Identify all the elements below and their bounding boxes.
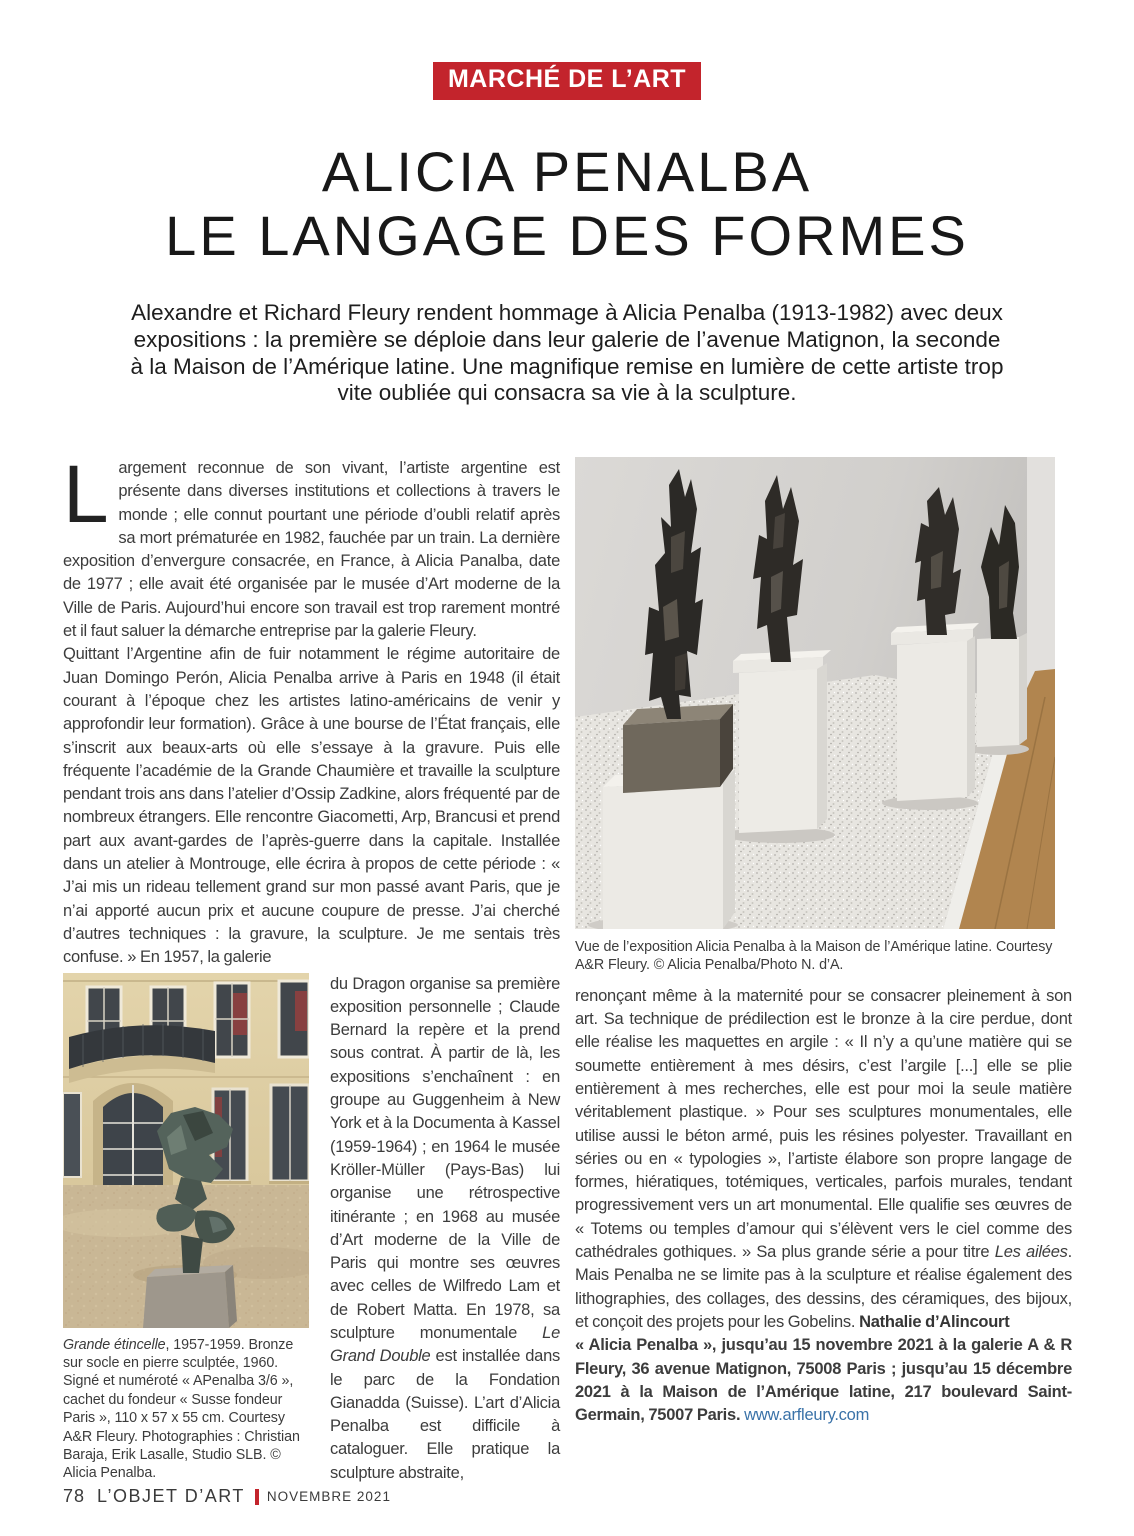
courtyard-photo-figure bbox=[63, 973, 309, 1486]
title-line-1: ALICIA PENALBA bbox=[321, 140, 813, 203]
page-number: 78 bbox=[63, 1486, 86, 1506]
exhibition-info-text: « Alicia Penalba », jusqu’au 15 novembre 2021 à la galerie A & R Fleury, 36 avenue Matignon, 75008 Paris ; jusqu’au 15 décembre 2021 à la Maison de l’Amérique latine, 217 boulevard Saint-Germain, 75007 Paris. bbox=[575, 1336, 1072, 1425]
left-photo-caption bbox=[63, 1336, 309, 1483]
drop-cap: L bbox=[63, 449, 109, 540]
exhibition-photo bbox=[575, 457, 1055, 929]
exhibition-info bbox=[575, 1334, 1072, 1427]
article-title bbox=[0, 140, 1134, 268]
article-intro: Alexandre et Richard Fleury rendent hommage à Alicia Penalba (1913-1982) avec deux expositions : la première se déploie dans leur galerie de l’avenue Matignon, la seconde à la Maison de l’Amérique latine. Une magnifique remise en lumière de cette artiste trop vite oubliée qui consacra sa vie à la sculpture. bbox=[130, 300, 1004, 406]
title-line-2: LE LANGAGE DES FORMES bbox=[165, 204, 969, 267]
page-footer bbox=[63, 1486, 391, 1507]
photo-and-text-row bbox=[63, 973, 560, 1486]
paragraph-1-text: argement reconnue de son vivant, l’artiste argentine est présente dans diverses institutions et collections à travers le monde ; elle connut pourtant une période d’oubli relatif après sa mort prématurée en 1982, fauchée par un train. La dernière exposition d’envergure consacrée, en France, à Alicia Panalba, date de 1977 ; elle avait été organisée par le musée d’Art moderne de la Ville de Paris. Aujourd’hui encore son travail est trop rarement montré et il faut saluer la démarche entreprise par la galerie Fleury. bbox=[63, 459, 560, 641]
narrow-text-2: est installée dans le parc de la Fondation Gianadda (Suisse). L’art d’Alicia Penalba est difficile à cataloguer. Elle pratique la sculpture abstraite, bbox=[330, 1347, 560, 1482]
right-text-2: . Mais Penalba ne se limite pas à la sculpture et réalise également des lithographies, des collages, des dessins, des céramiques, des bijoux, et conçoit des projets pour les Gobelins. bbox=[575, 1243, 1072, 1331]
exhibition-photo-figure bbox=[575, 457, 1072, 975]
paragraph-1 bbox=[63, 449, 560, 643]
work-title-grand-double: Le Grand Double bbox=[330, 1323, 560, 1366]
right-text-1: renonçant même à la maternité pour se consacrer pleinement à son art. Sa technique de prédilection est le bronze à la cire perdue, dont elle réalise les maquettes en argile : « Il n’y a qu’une matière qui se soumette entièrement à mes désirs, c’est l’argile [...] elle se plie entièrement à mes recherches, elle est pour moi la seule matière véritablement plastique. » Pour ses sculptures monumentales, elle utilise aussi le béton armé, puis les résines polyester. Travaillant en séries ou en « typologies », l’artiste élabore son propre langage de formes, hiératiques, totémiques, verticales, parfois murales, tendant progressivement vers un art monumental. Elle qualifie ses œuvres de « Totems ou temples d’amour qui s’élèvent vers le ciel comme des cathédrales gothiques. » Sa plus grande série a pour titre bbox=[575, 986, 1072, 1262]
magazine-name: L’OBJET D’ART bbox=[97, 1486, 245, 1506]
paragraph-2: Quittant l’Argentine afin de fuir notamment le régime autoritaire de Juan Domingo Perón, Alicia Penalba arrive à Paris en 1948 (il était courant à l’époque chez les artistes latino-américains de venir y approfondir leur formation). Grâce à une bourse de l’État français, elle s’inscrit aux beaux-arts où elle s’essaye à la gravure. Puis elle fréquente l’académie de la Grande Chaumière et travaille la sculpture pendant trois ans dans l’atelier d’Ossip Zadkine, alors fréquenté par de nombreux étrangers. Elle rencontre Giacometti, Arp, Brancusi et prend part aux avant-gardes de l’après-guerre dans la capitale. Installée dans un atelier à Montrouge, elle écrira à propos de cette période : « J’ai mis un rideau tellement grand sur mon passé avant Paris, que je n’ai apporté aucun prix et aucune coupure de presse. J’ai cherché d’autres techniques : la gravure, la sculpture. Je me sentais très confuse. » En 1957, la galerie bbox=[63, 645, 560, 967]
left-caption-text: , 1957-1959. Bronze sur socle en pierre sculptée, 1960. Signé et numéroté « APenalba 3/6 », cachet du fondeur « Susse fondeur Paris », 110 x 57 x 55 cm. Courtesy A&R Fleury. Photographies : Christian Baraja, Erik Lasalle, Studio SLB. © Alicia Penalba. bbox=[63, 1336, 300, 1482]
left-caption-title: Grande étincelle bbox=[63, 1336, 166, 1353]
footer-separator bbox=[255, 1489, 259, 1505]
author-name: Nathalie d’Alincourt bbox=[859, 1312, 1010, 1331]
website-link[interactable]: www.arfleury.com bbox=[744, 1406, 870, 1425]
work-title-les-ailees: Les ailées bbox=[994, 1243, 1068, 1262]
narrow-text-1: du Dragon organise sa première exposition personnelle ; Claude Bernard la repère et la prend sous contrat. À partir de là, les expositions s’enchaînent : en groupe au Guggenheim à New York et à la Documenta à Kassel (1959-1964) ; en 1964 le musée Kröller-Müller (Pays-Bas) lui organise une rétrospective itinérante ; en 1968 au musée d’Art moderne de la Ville de Paris qui montre ses œuvres avec celles de Wilfredo Lam et de Robert Matta. En 1978, sa sculpture monumentale bbox=[330, 974, 560, 1342]
issue-date: NOVEMBRE 2021 bbox=[266, 1489, 391, 1504]
right-photo-caption: Vue de l’exposition Alicia Penalba à la Maison de l’Amérique latine. Courtesy A&R Fleury. © Alicia Penalba/Photo N. d’A. bbox=[575, 939, 1053, 974]
right-column bbox=[575, 457, 1072, 1427]
left-column bbox=[63, 449, 560, 1485]
paragraph-3 bbox=[575, 985, 1072, 1334]
section-tag-label: MARCHÉ DE L’ART bbox=[433, 62, 701, 100]
article-continuation-narrow bbox=[330, 973, 560, 1486]
sculpture-courtyard-photo bbox=[63, 973, 309, 1328]
section-tag-band bbox=[0, 62, 1134, 100]
